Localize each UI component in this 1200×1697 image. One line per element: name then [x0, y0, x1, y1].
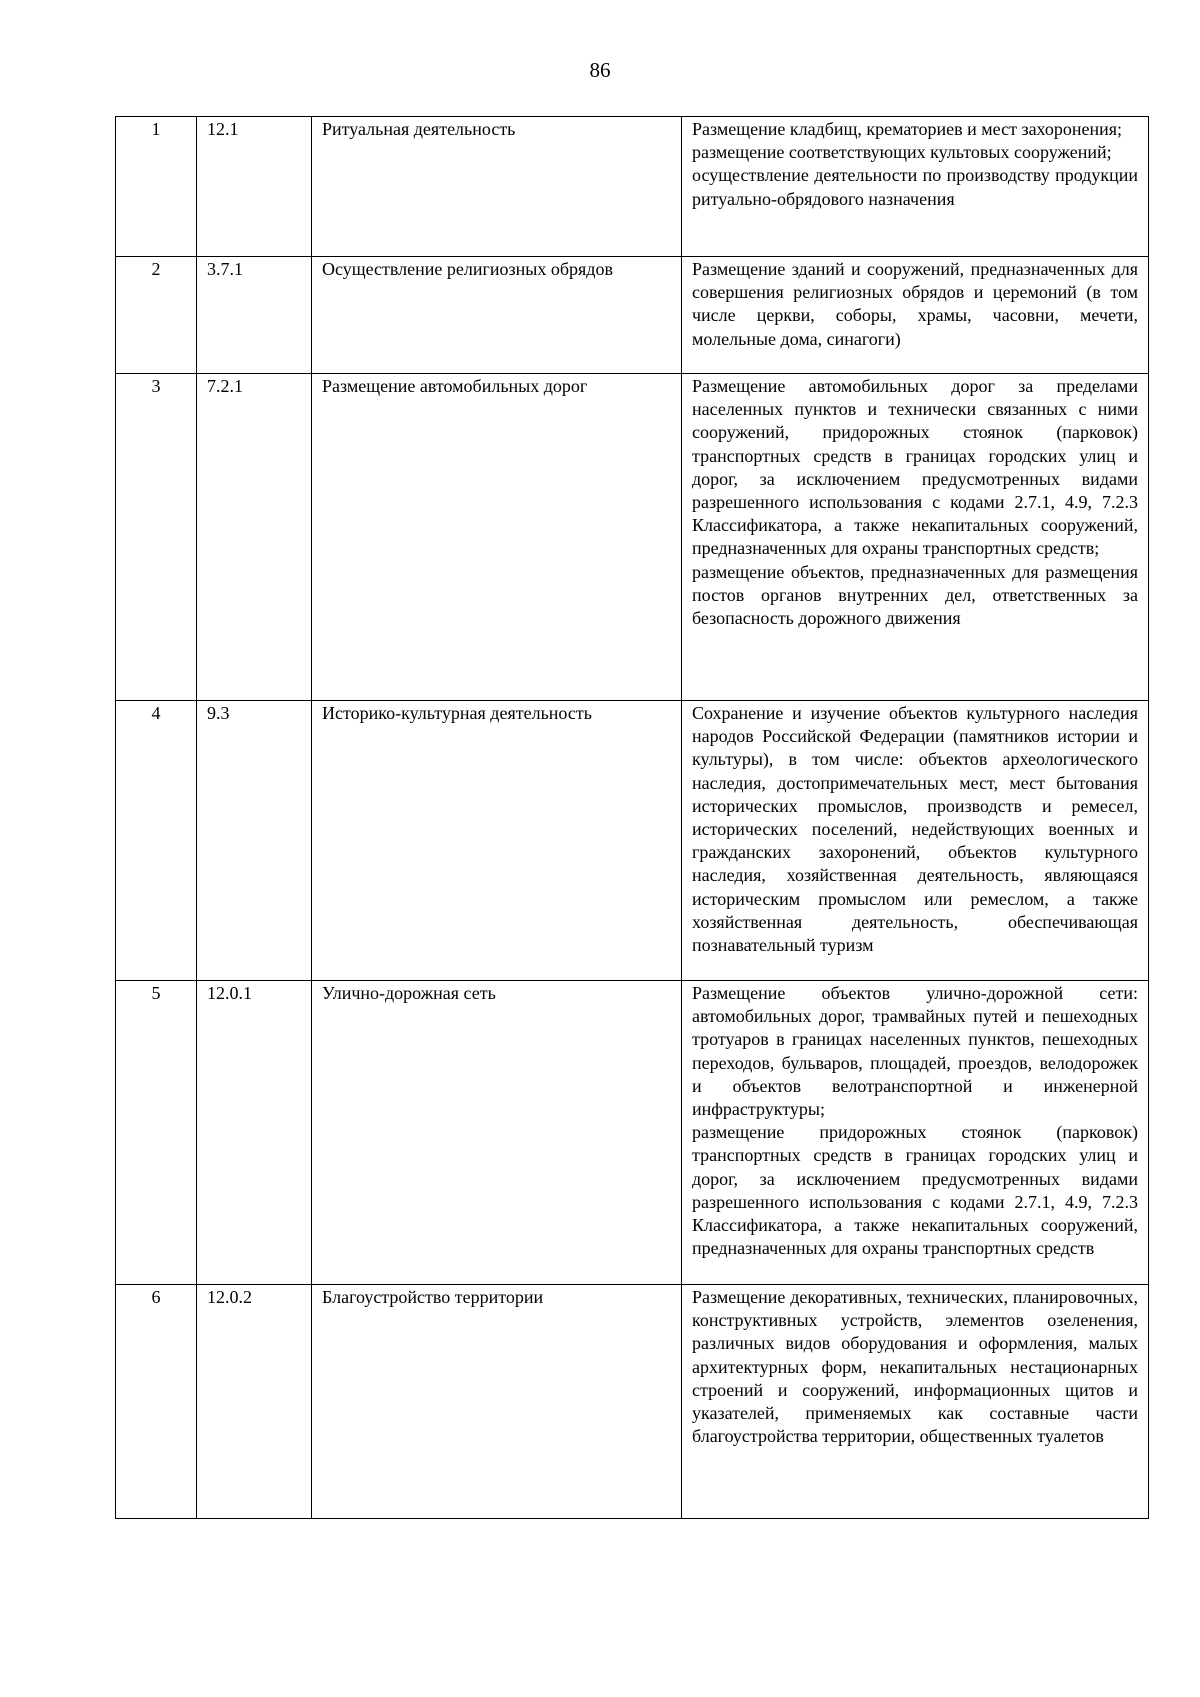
row-number: 2 [116, 257, 197, 374]
row-code: 12.0.1 [197, 981, 312, 1285]
row-number: 5 [116, 981, 197, 1285]
row-number: 6 [116, 1285, 197, 1519]
row-name: Осуществление религиозных обрядов [312, 257, 682, 374]
table-row [116, 701, 1149, 981]
row-code: 12.1 [197, 117, 312, 257]
row-name: Ритуальная деятельность [312, 117, 682, 257]
row-code: 3.7.1 [197, 257, 312, 374]
row-description [682, 117, 1149, 257]
description-paragraph: размещение придорожных стоянок (парковок) транспортных средств в границах городских улиц и дорог, за исключением предусмотренных видами разрешенного использования с кодами 2.7.1, 4.9, 7.2.3 Классификатора, а также некапитальных сооружений, предназначенных для охраны транспортных средств [692, 1122, 1138, 1259]
row-name: Благоустройство территории [312, 1285, 682, 1519]
row-name: Улично-дорожная сеть [312, 981, 682, 1285]
row-code: 12.0.2 [197, 1285, 312, 1519]
row-number: 1 [116, 117, 197, 257]
description-paragraph: Размещение объектов улично-дорожной сети: автомобильных дорог, трамвайных путей и пешеходных тротуаров в границах населенных пунктов, пешеходных переходов, бульваров, площадей, проездов, велодорожек и объектов велотранспортной и инженерной инфраструктуры; [692, 983, 1138, 1120]
row-name: Размещение автомобильных дорог [312, 374, 682, 701]
description-paragraph: осуществление деятельности по производству продукции ритуально-обрядового назначения [692, 165, 1138, 209]
row-code: 7.2.1 [197, 374, 312, 701]
row-name: Историко-культурная деятельность [312, 701, 682, 981]
table-row [116, 374, 1149, 701]
row-number: 4 [116, 701, 197, 981]
description-paragraph: Размещение зданий и сооружений, предназначенных для совершения религиозных обрядов и церемоний (в том числе церкви, соборы, храмы, часовни, мечети, молельные дома, синагоги) [692, 259, 1138, 349]
description-paragraph: Сохранение и изучение объектов культурного наследия народов Российской Федерации (памятников истории и культуры), в том числе: объектов археологического наследия, достопримечательных мест, мест бытования исторических промыслов, производств и ремесел, исторических поселений, недействующих военных и гражданских захоронений, объектов культурного наследия, хозяйственная деятельность, являющаяся историческим промыслом или ремеслом, а также хозяйственная деятельность, обеспечивающая познавательный туризм [692, 703, 1138, 956]
description-paragraph: размещение соответствующих культовых сооружений; [692, 142, 1112, 163]
table-row [116, 1285, 1149, 1519]
row-number: 3 [116, 374, 197, 701]
table-row [116, 117, 1149, 257]
row-description [682, 1285, 1149, 1519]
description-paragraph: Размещение автомобильных дорог за пределами населенных пунктов и технически связанных с ними сооружений, придорожных стоянок (парковок) транспортных средств в границах городских улиц и дорог, за исключением предусмотренных видами разрешенного использования с кодами 2.7.1, 4.9, 7.2.3 Классификатора, а также некапитальных сооружений, предназначенных для охраны транспортных средств; [692, 376, 1138, 559]
row-description [682, 257, 1149, 374]
table-row [116, 981, 1149, 1285]
land-use-table [115, 116, 1149, 1519]
page-number: 86 [589, 58, 611, 82]
row-code: 9.3 [197, 701, 312, 981]
row-description [682, 374, 1149, 701]
row-description [682, 701, 1149, 981]
row-description [682, 981, 1149, 1285]
description-paragraph: размещение объектов, предназначенных для размещения постов органов внутренних дел, ответственных за безопасность дорожного движения [692, 561, 1138, 629]
description-paragraph: Размещение декоративных, технических, планировочных, конструктивных устройств, элементов озеленения, различных видов оборудования и оформления, малых архитектурных форм, некапитальных нестационарных строений и сооружений, информационных щитов и указателей, применяемых как составные части благоустройства территории, общественных туалетов [692, 1287, 1138, 1447]
table-row [116, 257, 1149, 374]
description-paragraph: Размещение кладбищ, крематориев и мест захоронения; [692, 119, 1123, 139]
